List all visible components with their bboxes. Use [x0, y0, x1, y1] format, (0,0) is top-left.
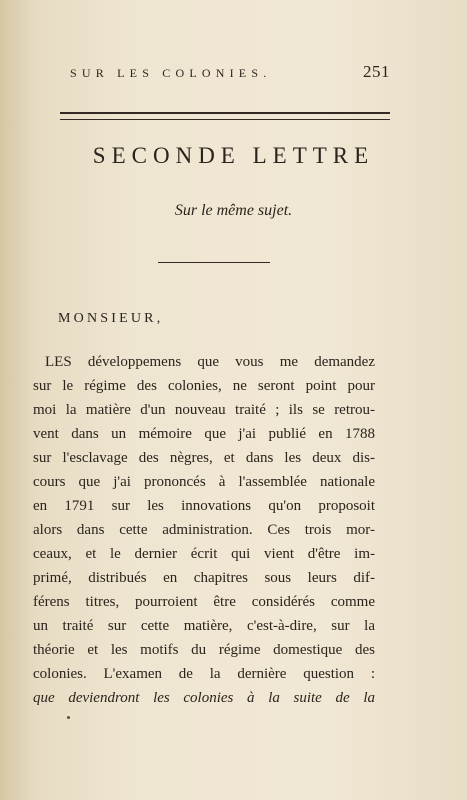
header-double-rule — [60, 112, 390, 120]
body-line: alors dans cette administration. Ces trois mor- — [33, 522, 375, 538]
body-line: LES développemens que vous me demandez — [45, 354, 375, 370]
body-line: ceaux, et le dernier écrit qui vient d'être im- — [33, 546, 375, 562]
paper-speck — [67, 716, 70, 719]
body-line-italic: que deviendront les colonies à la suite de la — [33, 690, 375, 706]
body-line: primé, distribués en chapitres sous leurs dif- — [33, 570, 375, 586]
chapter-title: SECONDE LETTRE — [92, 143, 375, 168]
chapter-subtitle: Sur le même sujet. — [174, 202, 293, 219]
running-title: SUR LES COLONIES. — [70, 66, 272, 80]
body-line: férens titres, pourroient être considérés comme — [33, 594, 375, 610]
letter-body — [33, 350, 375, 710]
body-line: sur l'esclavage des nègres, et dans les deux dis- — [33, 450, 375, 466]
body-line: moi la matière d'un nouveau traité ; ils se retrou- — [33, 402, 375, 418]
body-line: en 1791 sur les innovations qu'on proposoit — [33, 498, 375, 514]
body-line: cours que j'ai prononcés à l'assemblée nationale — [33, 474, 375, 490]
salutation: MONSIEUR, — [58, 311, 164, 326]
body-line: sur le régime des colonies, ne seront point pour — [33, 378, 375, 394]
body-line: un traité sur cette matière, c'est-à-dire, sur la — [33, 618, 375, 634]
page-number: 251 — [363, 62, 390, 81]
body-line: théorie et les motifs du régime domestique des — [33, 642, 375, 658]
running-head — [70, 62, 390, 82]
body-line: colonies. L'examen de la dernière question : — [33, 666, 375, 682]
section-rule — [158, 262, 270, 263]
body-line: vent dans un mémoire que j'ai publié en 1788 — [33, 426, 375, 442]
